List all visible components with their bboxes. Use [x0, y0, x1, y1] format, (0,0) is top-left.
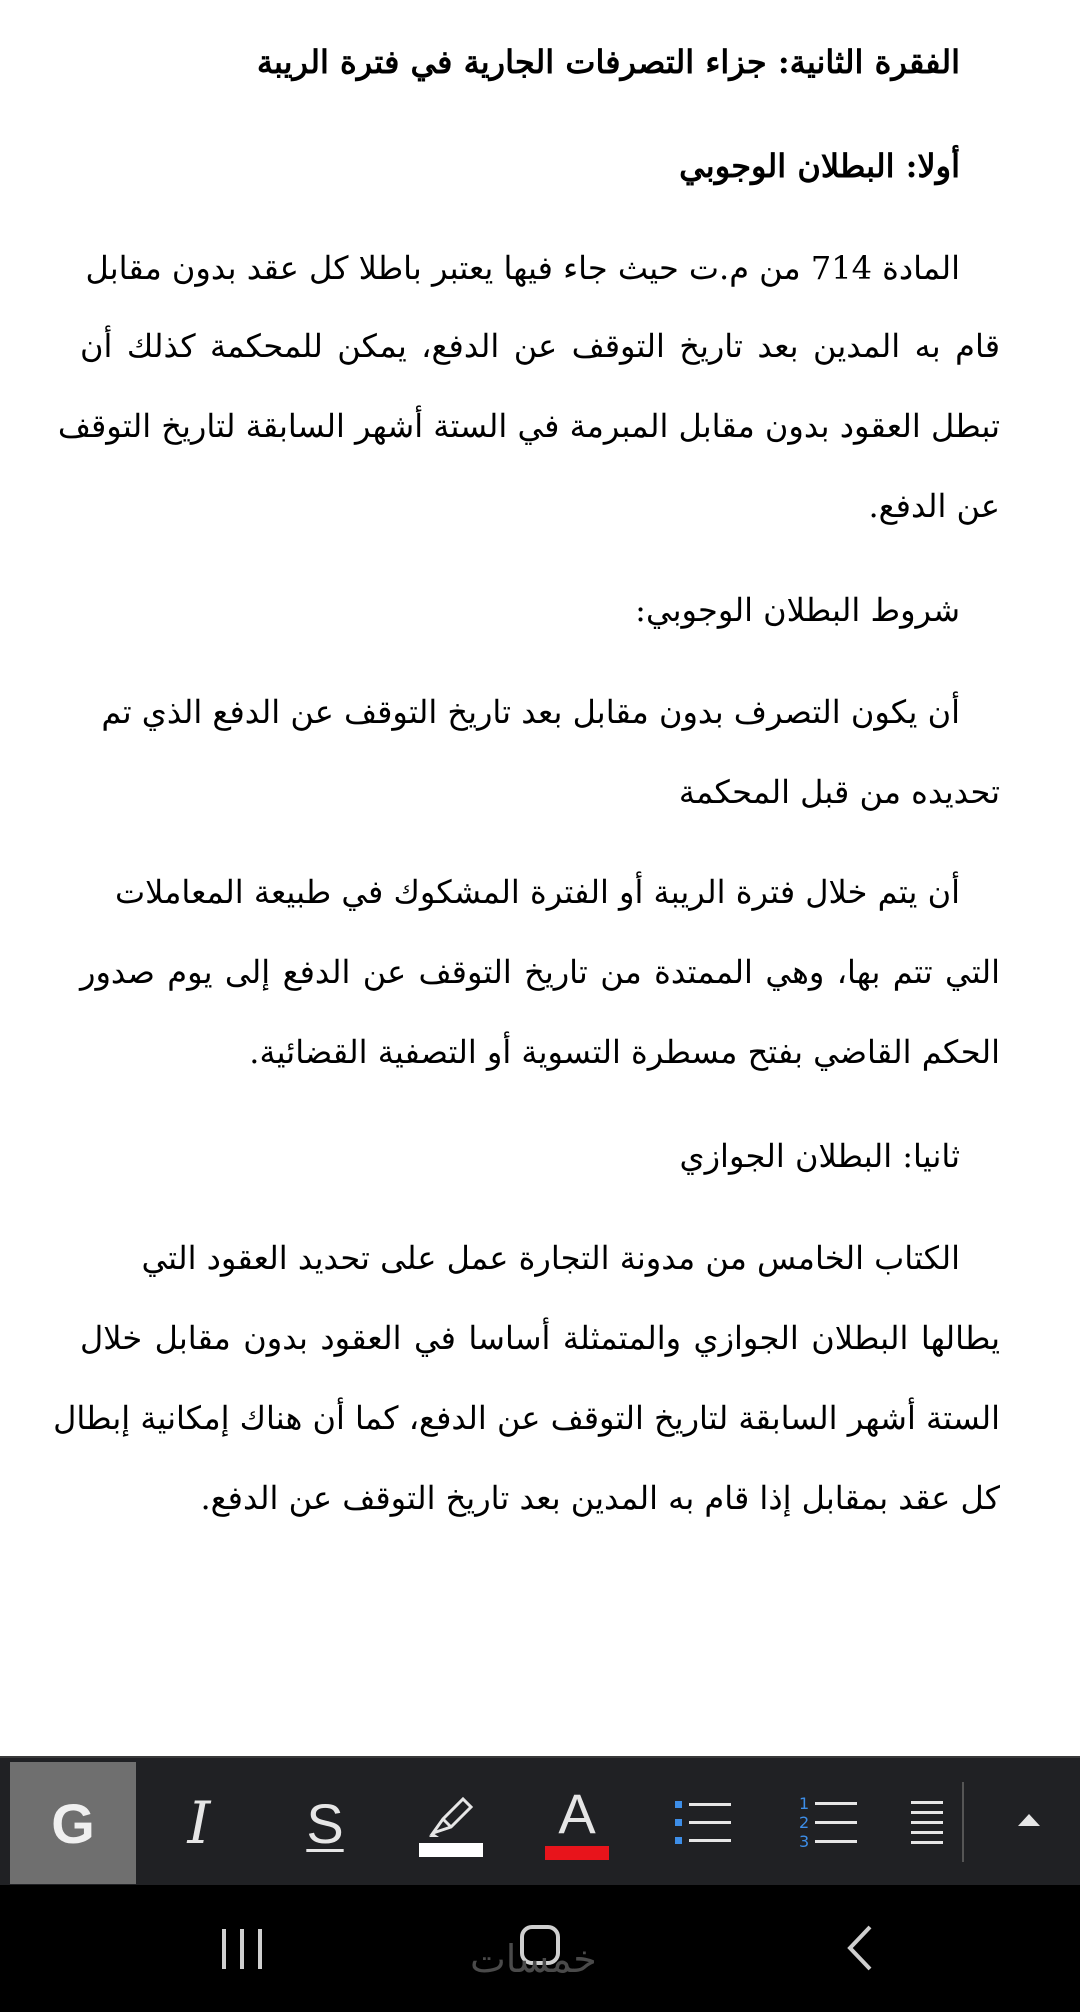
numbered-digit-3: 3: [799, 1832, 810, 1851]
para3-line3: الحكم القاضي بفتح مسطرة التسوية أو التصفية القضائية.: [249, 1033, 1000, 1071]
para1-line2: قام به المدين بعد تاريخ التوقف عن الدفع، يمكن للمحكمة كذلك أن: [80, 327, 1001, 365]
bold-button[interactable]: [10, 1762, 136, 1884]
strikethrough-label: S: [306, 1791, 344, 1855]
bold-label: G: [51, 1791, 95, 1855]
toolbar-divider: [962, 1782, 964, 1862]
para2-line1: أن يكون التصرف بدون مقابل بعد تاريخ التوقف عن الدفع الذي تم: [101, 693, 960, 731]
para4-line1: الكتاب الخامس من مدونة التجارة عمل على تحديد العقود التي: [141, 1239, 960, 1277]
para3-line1: أن يتم خلال فترة الريبة أو الفترة المشكوك في طبيعة المعاملات: [114, 873, 960, 911]
watermark-text: خمسات: [470, 1937, 597, 1981]
para1-line4: عن الدفع.: [868, 487, 1000, 525]
para4-line4: كل عقد بمقابل إذا قام به المدين بعد تاريخ التوقف عن الدفع.: [200, 1479, 1000, 1517]
para3-line2: التي تتم بها، وهي الممتدة من تاريخ التوقف عن الدفع إلى يوم صدور: [80, 953, 1000, 991]
section-heading: الفقرة الثانية: جزاء التصرفات الجارية في فترة الريبة: [256, 43, 960, 81]
back-icon[interactable]: [840, 1923, 880, 1973]
heading-first: أولا: البطلان الوجوبي: [679, 147, 960, 185]
italic-button[interactable]: [136, 1762, 262, 1884]
numbered-list-icon: [797, 1793, 861, 1853]
font-color-bar: [545, 1846, 609, 1860]
font-color-button[interactable]: [514, 1762, 640, 1884]
para4-line3: الستة أشهر السابقة لتاريخ التوقف عن الدفع، كما أن هناك إمكانية إبطال: [53, 1399, 1000, 1437]
conditions-heading: شروط البطلان الوجوبي:: [635, 591, 960, 629]
highlighter-icon: [419, 1789, 483, 1839]
highlight-color-bar: [419, 1843, 483, 1857]
expand-toolbar-icon[interactable]: [1018, 1814, 1040, 1826]
numbered-digit-1: 1: [799, 1794, 810, 1813]
font-color-label: A: [558, 1782, 596, 1845]
para4-line2: يطالها البطلان الجوازي والمتمثلة أساسا في العقود بدون مقابل خلال: [80, 1319, 1000, 1357]
italic-label: I: [187, 1789, 211, 1857]
strikethrough-button[interactable]: [262, 1762, 388, 1884]
highlight-button[interactable]: [388, 1762, 514, 1884]
bullet-list-icon: [671, 1795, 735, 1851]
bullet-list-button[interactable]: [640, 1762, 766, 1884]
navigation-bar: [0, 1885, 1080, 2012]
para1-line3: تبطل العقود بدون مقابل المبرمة في الستة أشهر السابقة لتاريخ التوقف: [57, 407, 1000, 445]
recents-icon[interactable]: [222, 1929, 262, 1969]
numbered-list-button[interactable]: [766, 1762, 892, 1884]
align-justify-icon: [907, 1795, 947, 1851]
align-button[interactable]: [892, 1762, 962, 1884]
numbered-digit-2: 2: [799, 1813, 810, 1832]
para2-line2: تحديده من قبل المحكمة: [678, 773, 1000, 811]
heading-second: ثانيا: البطلان الجوازي: [679, 1137, 960, 1175]
formatting-toolbar: [0, 1756, 1080, 1885]
para1-line1: المادة 714 من م.ت حيث جاء فيها يعتبر باطلا كل عقد بدون مقابل: [85, 249, 960, 287]
